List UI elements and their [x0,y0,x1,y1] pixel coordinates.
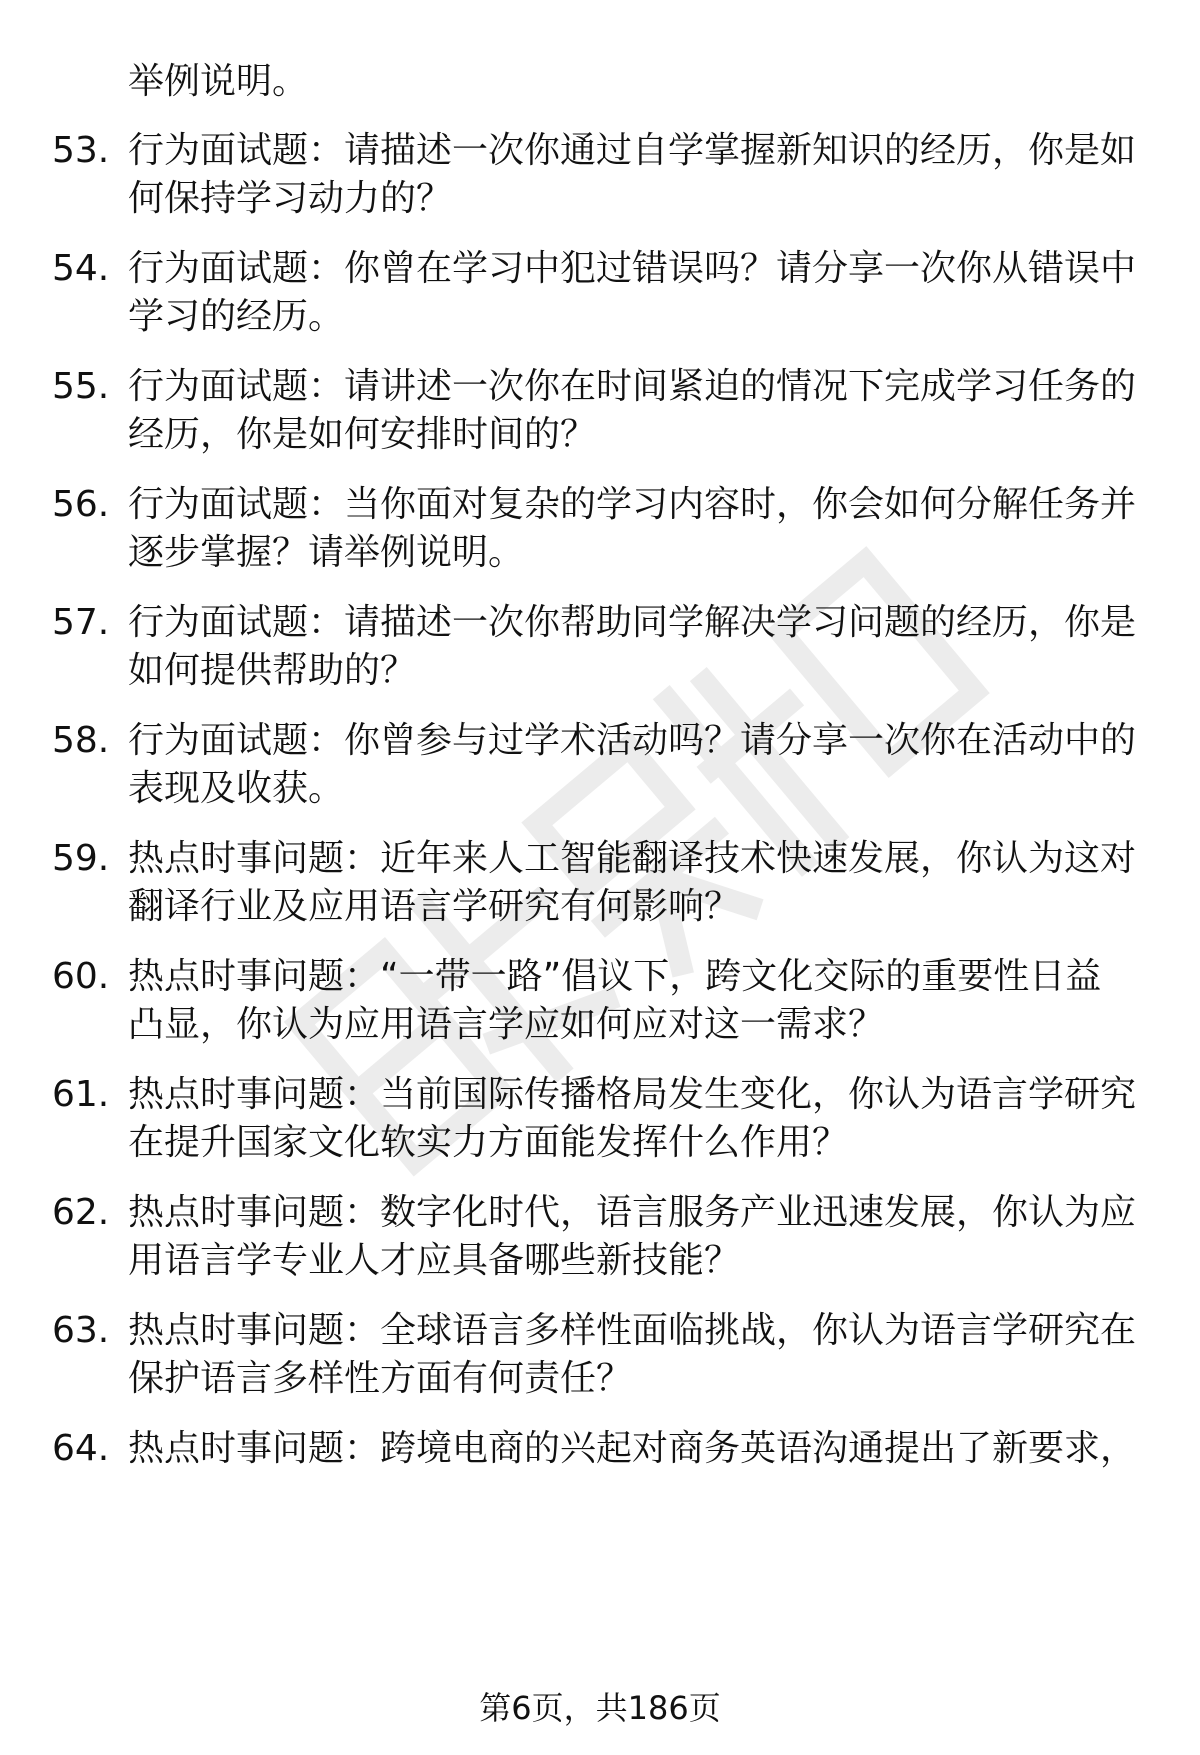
question-line: 行为面试题：请讲述一次你在时间紧迫的情况下完成学习任务的 [128,366,1137,407]
question-text [128,1071,1138,1167]
list-item [0,481,1200,581]
question-line: 保护语言多样性方面有何责任？ [128,1358,633,1399]
question-number: 61. [52,1074,110,1115]
question-number: 54. [52,248,110,289]
question-text [128,481,1138,577]
question-text [128,1307,1138,1403]
list-item [0,599,1200,699]
question-text [128,717,1138,813]
list-item [0,835,1200,935]
question-text [128,953,1138,1049]
list-item [0,1307,1200,1407]
question-line: 行为面试题：当你面对复杂的学习内容时，你会如何分解任务并 [128,484,1137,525]
list-item [0,1425,1200,1477]
question-text [128,245,1138,341]
question-line: 在提升国家文化软实力方面能发挥什么作用？ [128,1122,849,1163]
question-number: 56. [52,484,110,525]
list-item [0,245,1200,345]
question-line: 热点时事问题：近年来人工智能翻译技术快速发展，你认为这对 [128,838,1137,879]
list-item [0,363,1200,463]
question-number: 63. [52,1310,110,1351]
question-line: 行为面试题：请描述一次你帮助同学解决学习问题的经历，你是 [128,602,1137,643]
question-number: 58. [52,720,110,761]
question-number: 62. [52,1192,110,1233]
question-line: 行为面试题：请描述一次你通过自学掌握新知识的经历，你是如 [128,130,1137,171]
question-text [128,599,1138,695]
page-footer: 第6页，共186页 [479,1689,721,1727]
question-number: 64. [52,1428,110,1469]
question-text [128,1189,1138,1285]
question-number: 57. [52,602,110,643]
list-item [0,127,1200,227]
continued-text: 举例说明。 [128,61,309,102]
question-line: 何保持学习动力的？ [128,178,453,219]
question-number: 60. [52,956,110,997]
question-line: 逐步掌握？请举例说明。 [128,532,525,573]
question-line: 翻译行业及应用语言学研究有何影响？ [128,886,741,927]
question-line: 表现及收获。 [128,768,345,809]
question-line: 学习的经历。 [128,296,345,337]
question-number: 53. [52,130,110,171]
question-text [128,127,1138,223]
question-line: 行为面试题：你曾在学习中犯过错误吗？请分享一次你从错误中 [128,248,1137,289]
list-item [0,953,1200,1053]
question-line: 热点时事问题：全球语言多样性面临挑战，你认为语言学研究在 [128,1310,1137,1351]
question-number: 55. [52,366,110,407]
question-number: 59. [52,838,110,879]
question-line: 热点时事问题：数字化时代，语言服务产业迅速发展，你认为应 [128,1192,1137,1233]
question-line: 行为面试题：你曾参与过学术活动吗？请分享一次你在活动中的 [128,720,1137,761]
question-text [128,363,1138,459]
question-line: 如何提供帮助的？ [128,650,417,691]
question-line: 热点时事问题：跨境电商的兴起对商务英语沟通提出了新要求， [128,1428,1137,1469]
question-line: 热点时事问题：“一带一路”倡议下，跨文化交际的重要性日益 [128,956,1102,997]
question-line: 热点时事问题：当前国际传播格局发生变化，你认为语言学研究 [128,1074,1137,1115]
list-item [0,717,1200,817]
list-item [0,1071,1200,1171]
question-text [128,835,1138,931]
question-line: 凸显，你认为应用语言学应如何应对这一需求？ [128,1004,885,1045]
question-line: 用语言学专业人才应具备哪些新技能？ [128,1240,741,1281]
list-item [0,1189,1200,1289]
question-text [128,1425,1138,1473]
question-line: 经历，你是如何安排时间的？ [128,414,597,455]
